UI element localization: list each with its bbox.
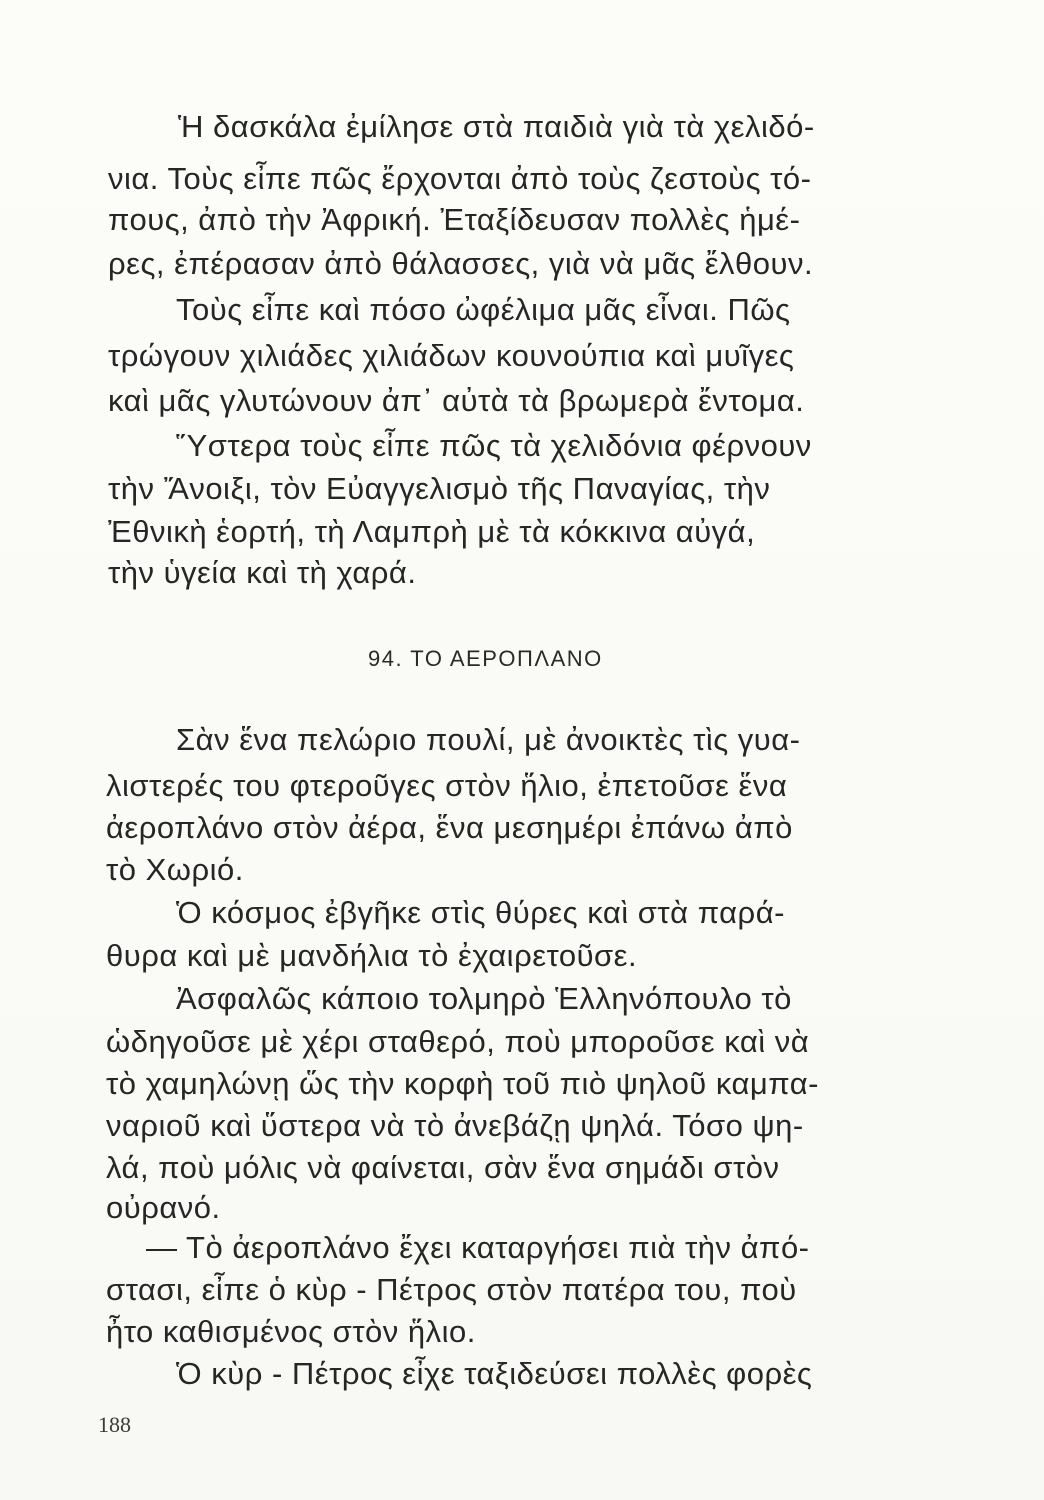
text-line: Ὕστερα τοὺς εἶπε πῶς τὰ χελιδόνια φέρνουν xyxy=(176,428,812,463)
text-line: Ἡ δασκάλα ἐμίλησε στὰ παιδιὰ γιὰ τὰ χελιδό- xyxy=(178,109,815,144)
text-line: — Τὸ ἀεροπλάνο ἔχει καταργήσει πιὰ τὴν ἀπό- xyxy=(146,1230,810,1265)
text-line: ἀεροπλάνο στὸν ἀέρα, ἕνα μεσημέρι ἐπάνω ἀπὸ xyxy=(106,810,793,845)
text-line: Τοὺς εἶπε καὶ πόσο ὠφέλιμα μᾶς εἶναι. Πῶς xyxy=(176,292,791,327)
text-line: καὶ μᾶς γλυτώνουν ἀπ᾿ αὐτὰ τὰ βρωμερὰ ἔντομα. xyxy=(108,383,805,418)
text-line: τὴν Ἄνοιξι, τὸν Εὐαγγελισμὸ τῆς Παναγίας, τὴν xyxy=(108,471,771,506)
text-line: πους, ἀπὸ τὴν Ἀφρική. Ἐταξίδευσαν πολλὲς ἡμέ- xyxy=(108,202,801,237)
text-line: τρώγουν χιλιάδες χιλιάδων κουνούπια καὶ μυῖγες xyxy=(108,338,795,373)
text-line: ρες, ἐπέρασαν ἀπὸ θάλασσες, γιὰ νὰ μᾶς ἔλθουν. xyxy=(108,246,814,281)
text-line: οὐρανό. xyxy=(106,1190,221,1225)
text-line: λιστερές του φτεροῦγες στὸν ἥλιο, ἐπετοῦσε ἕνα xyxy=(106,768,788,803)
text-line: τὸ Χωριό. xyxy=(106,852,244,887)
page-number: 188 xyxy=(98,1412,131,1437)
text-line: Ὁ κὺρ - Πέτρος εἶχε ταξιδεύσει πολλὲς φορὲς xyxy=(176,1356,813,1391)
text-line: Ἀσφαλῶς κάποιο τολμηρὸ Ἑλληνόπουλο τὸ xyxy=(176,981,792,1016)
text-line: νια. Τοὺς εἶπε πῶς ἔρχονται ἀπὸ τοὺς ζεστοὺς τό- xyxy=(108,161,812,196)
text-line: ὡδηγοῦσε μὲ χέρι σταθερό, ποὺ μποροῦσε καὶ νὰ xyxy=(106,1024,810,1059)
text-line: ἦτο καθισμένος στὸν ἥλιο. xyxy=(106,1314,476,1349)
chapter-heading: 94. ΤΟ ΑΕΡΟΠΛΑΝΟ xyxy=(368,646,603,671)
text-line: Σὰν ἕνα πελώριο πουλί, μὲ ἀνοικτὲς τὶς γυα- xyxy=(176,722,801,757)
text-line: λά, ποὺ μόλις νὰ φαίνεται, σὰν ἕνα σημάδι στὸν xyxy=(106,1150,780,1185)
text-line: στασι, εἶπε ὁ κὺρ - Πέτρος στὸν πατέρα του, ποὺ xyxy=(106,1272,797,1307)
text-line: Ὁ κόσμος ἐβγῆκε στὶς θύρες καὶ στὰ παρά- xyxy=(176,895,785,930)
text-line: θυρα καὶ μὲ μανδήλια τὸ ἐχαιρετοῦσε. xyxy=(106,938,638,973)
text-line: Ἐθνικὴ ἑορτή, τὴ Λαμπρὴ μὲ τὰ κόκκινα αὐγά, xyxy=(108,514,756,549)
text-line: ναριοῦ καὶ ὕστερα νὰ τὸ ἀνεβάζῃ ψηλά. Τόσο ψη- xyxy=(106,1108,804,1143)
text-line: τὴν ὑγεία καὶ τὴ χαρά. xyxy=(108,555,417,590)
text-line: τὸ χαμηλώνῃ ὥς τὴν κορφὴ τοῦ πιὸ ψηλοῦ καμπα- xyxy=(106,1066,819,1101)
